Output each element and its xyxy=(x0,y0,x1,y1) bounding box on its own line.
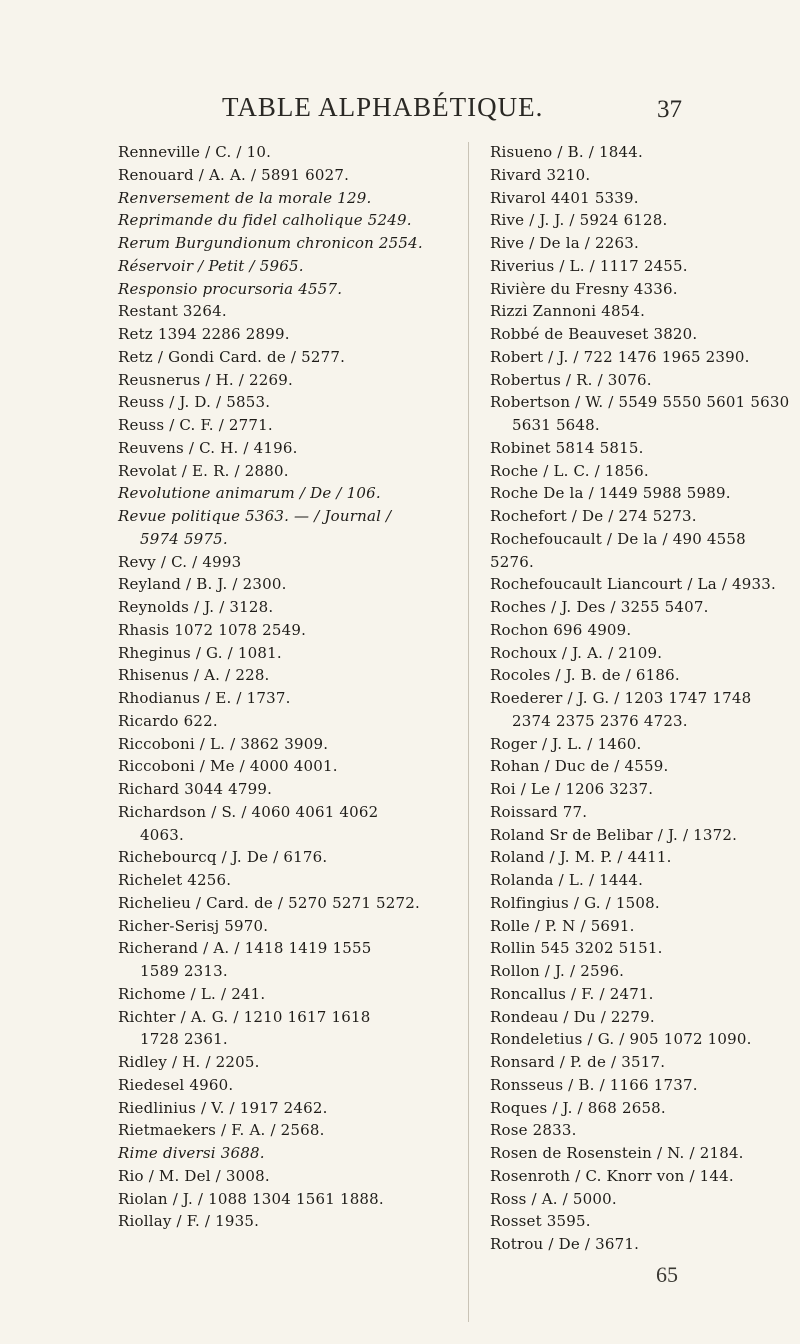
entry-text: Roques / J. / 868 2658. xyxy=(490,1098,666,1117)
entry-text: Richelet 4256. xyxy=(118,871,232,889)
index-entry xyxy=(118,164,456,187)
index-column-right xyxy=(490,141,790,1256)
entry-text: Rolanda / L. / 1444. xyxy=(490,871,644,889)
index-entry xyxy=(490,369,790,392)
index-entry xyxy=(118,1119,456,1142)
entry-text: Reyland / B. J. / 2300. xyxy=(118,575,287,594)
entry-text: Rivière du Fresny 4336. xyxy=(490,279,678,298)
index-entry xyxy=(490,983,790,1006)
entry-text: Ross / A. / 5000. xyxy=(490,1189,617,1208)
entry-text: Rietmaekers / F. A. / 2568. xyxy=(118,1121,325,1140)
index-entry xyxy=(118,1006,456,1052)
index-entry xyxy=(118,573,456,596)
index-entry xyxy=(490,869,790,892)
column-divider xyxy=(468,142,469,1322)
entry-text: Rivard 3210. xyxy=(490,165,591,184)
entry-text: Rizzi Zannoni 4854. xyxy=(490,302,646,321)
entry-text: Richebourcq / J. De / 6176. xyxy=(118,848,328,867)
entry-text: Roland Sr de Belibar / J. / 1372. xyxy=(490,825,738,844)
entry-continuation: 4063. xyxy=(140,825,184,844)
index-entry xyxy=(118,551,456,574)
index-entry xyxy=(490,232,790,255)
entry-text: Roland / J. M. P. / 4411. xyxy=(490,848,672,867)
index-entry xyxy=(118,1142,456,1165)
entry-text: Riccoboni / L. / 3862 3909. xyxy=(118,734,329,753)
index-entry xyxy=(118,391,456,414)
entry-text: Robinet 5814 5815. xyxy=(490,438,644,457)
page-header xyxy=(0,92,800,132)
entry-text: Rondeletius / G. / 905 1072 1090. xyxy=(490,1030,752,1049)
index-entry xyxy=(118,1188,456,1211)
entry-text: Richome / L. / 241. xyxy=(118,984,266,1003)
entry-text: Renneville / C. / 10. xyxy=(118,143,272,161)
index-entry xyxy=(118,278,456,301)
index-entry xyxy=(118,255,456,278)
entry-text: Roche De la / 1449 5988 5989. xyxy=(490,484,731,503)
entry-text: Roncallus / F. / 2471. xyxy=(490,984,654,1003)
entry-text: Rheginus / G. / 1081. xyxy=(118,643,282,662)
index-entry xyxy=(118,915,456,938)
entry-text: Robbé de Beauveset 3820. xyxy=(490,325,698,343)
index-entry xyxy=(490,209,790,232)
index-entry xyxy=(118,414,456,437)
index-entry xyxy=(118,141,456,164)
entry-text: Revy / C. / 4993 xyxy=(118,552,242,571)
entry-text: Rohan / Duc de / 4559. xyxy=(490,757,669,776)
index-entry xyxy=(490,846,790,869)
entry-text: Rose 2833. xyxy=(490,1121,577,1140)
index-entry xyxy=(490,733,790,756)
entry-continuation: 1728 2361. xyxy=(140,1030,228,1049)
index-entry xyxy=(118,619,456,642)
entry-text: Rhodianus / E. / 1737. xyxy=(118,689,291,707)
index-entry xyxy=(490,824,790,847)
entry-text: Rollon / J. / 2596. xyxy=(490,962,625,980)
index-entry xyxy=(490,801,790,824)
entry-text: Roi / Le / 1206 3237. xyxy=(490,780,654,798)
index-entry xyxy=(118,733,456,756)
entry-text: Robertson / W. / 5549 5550 5601 5630 xyxy=(490,393,790,412)
index-column-left xyxy=(118,141,456,1233)
index-entry xyxy=(118,346,456,369)
index-entry xyxy=(490,528,790,574)
entry-text: Riverius / L. / 1117 2455. xyxy=(490,256,688,275)
index-entry xyxy=(118,232,456,255)
index-entry xyxy=(118,1097,456,1120)
index-entry xyxy=(118,1074,456,1097)
entry-text: Rochefoucault / De la / 490 4558 5276. xyxy=(490,529,746,571)
entry-continuation: 5631 5648. xyxy=(512,416,600,434)
index-entry xyxy=(118,1210,456,1233)
index-entry xyxy=(490,278,790,301)
entry-text: Roederer / J. G. / 1203 1747 1748 xyxy=(490,689,752,707)
entry-text: Ridley / H. / 2205. xyxy=(118,1053,260,1071)
entry-text: Rocoles / J. B. de / 6186. xyxy=(490,666,680,685)
index-entry xyxy=(490,619,790,642)
entry-text: Revolutione animarum / De / 106. xyxy=(118,484,381,503)
entry-text: Retz / Gondi Card. de / 5277. xyxy=(118,347,346,366)
entry-text: Rochefort / De / 274 5273. xyxy=(490,507,697,525)
index-entry xyxy=(490,1051,790,1074)
entry-text: Rime diversi 3688. xyxy=(118,1144,265,1162)
entry-text: Richerand / A. / 1418 1419 1555 xyxy=(118,939,372,958)
entry-text: Reuss / C. F. / 2771. xyxy=(118,416,273,434)
entry-text: Rochoux / J. A. / 2109. xyxy=(490,643,663,662)
entry-text: Roger / J. L. / 1460. xyxy=(490,734,642,753)
index-entry xyxy=(490,1097,790,1120)
entry-continuation: 2374 2375 2376 4723. xyxy=(512,711,688,730)
index-entry xyxy=(490,391,790,437)
entry-text: Rhasis 1072 1078 2549. xyxy=(118,620,307,639)
index-entry xyxy=(118,482,456,505)
entry-text: Richer-Serisj 5970. xyxy=(118,916,269,935)
entry-text: Rerum Burgundionum chronicon 2554. xyxy=(118,234,423,252)
entry-text: Rosset 3595. xyxy=(490,1212,591,1231)
entry-text: Renouard / A. A. / 5891 6027. xyxy=(118,165,350,184)
index-entry xyxy=(490,141,790,164)
entry-text: Robert / J. / 722 1476 1965 2390. xyxy=(490,347,750,366)
entry-text: Roche / L. C. / 1856. xyxy=(490,461,649,480)
entry-text: Richard 3044 4799. xyxy=(118,780,273,798)
index-entry xyxy=(490,1119,790,1142)
index-entry xyxy=(118,642,456,665)
entry-text: Roches / J. Des / 3255 5407. xyxy=(490,598,709,616)
entry-text: Revolat / E. R. / 2880. xyxy=(118,461,289,480)
entry-text: Reynolds / J. / 3128. xyxy=(118,598,274,616)
entry-text: Riedlinius / V. / 1917 2462. xyxy=(118,1098,328,1117)
index-entry xyxy=(118,869,456,892)
index-entry xyxy=(118,323,456,346)
index-entry xyxy=(490,437,790,460)
index-entry xyxy=(118,710,456,733)
entry-text: Rive / De la / 2263. xyxy=(490,234,639,252)
entry-text: Rio / M. Del / 3008. xyxy=(118,1166,270,1185)
entry-text: Rolle / P. N / 5691. xyxy=(490,916,635,935)
entry-continuation: 1589 2313. xyxy=(140,962,228,980)
entry-text: Ronsseus / B. / 1166 1737. xyxy=(490,1075,698,1094)
entry-text: Reusnerus / H. / 2269. xyxy=(118,370,293,389)
index-entry xyxy=(118,937,456,983)
index-entry xyxy=(490,1188,790,1211)
index-entry xyxy=(118,778,456,801)
index-entry xyxy=(490,323,790,346)
index-entry xyxy=(118,300,456,323)
entry-text: Rosenroth / C. Knorr von / 144. xyxy=(490,1166,734,1185)
index-entry xyxy=(490,255,790,278)
index-entry xyxy=(118,1165,456,1188)
index-entry xyxy=(490,1233,790,1256)
entry-text: Rive / J. J. / 5924 6128. xyxy=(490,211,668,230)
index-entry xyxy=(118,437,456,460)
entry-text: Retz 1394 2286 2899. xyxy=(118,325,290,343)
index-entry xyxy=(118,460,456,483)
entry-text: Rhisenus / A. / 228. xyxy=(118,666,270,685)
entry-text: Riccoboni / Me / 4000 4001. xyxy=(118,757,338,776)
entry-text: Reuss / J. D. / 5853. xyxy=(118,393,271,412)
index-entry xyxy=(490,1028,790,1051)
entry-text: Rosen de Rosenstein / N. / 2184. xyxy=(490,1144,744,1162)
index-entry xyxy=(490,300,790,323)
index-entry xyxy=(490,1165,790,1188)
index-entry xyxy=(490,187,790,210)
entry-text: Réservoir / Petit / 5965. xyxy=(118,256,304,275)
entry-text: Ronsard / P. de / 3517. xyxy=(490,1053,666,1071)
index-entry xyxy=(118,369,456,392)
index-entry xyxy=(118,687,456,710)
entry-text: Richardson / S. / 4060 4061 4062 xyxy=(118,802,379,821)
index-entry xyxy=(490,596,790,619)
entry-text: Rolfingius / G. / 1508. xyxy=(490,893,660,912)
index-entry xyxy=(490,778,790,801)
index-entry xyxy=(490,892,790,915)
index-entry xyxy=(490,1210,790,1233)
entry-text: Riedesel 4960. xyxy=(118,1075,234,1094)
entry-text: Renversement de la morale 129. xyxy=(118,188,372,207)
entry-text: Responsio procursoria 4557. xyxy=(118,279,343,298)
index-entry xyxy=(118,664,456,687)
entry-text: Robertus / R. / 3076. xyxy=(490,370,652,389)
index-entry xyxy=(490,164,790,187)
index-entry xyxy=(490,573,790,596)
entry-text: Ricardo 622. xyxy=(118,711,218,730)
entry-text: Rondeau / Du / 2279. xyxy=(490,1007,655,1026)
index-entry xyxy=(490,642,790,665)
entry-text: Risueno / B. / 1844. xyxy=(490,143,643,161)
entry-text: Rollin 545 3202 5151. xyxy=(490,939,663,958)
index-entry xyxy=(118,187,456,210)
index-entry xyxy=(490,937,790,960)
entry-text: Reprimande du fidel calholique 5249. xyxy=(118,211,412,230)
index-entry xyxy=(490,687,790,733)
entry-continuation: 5974 5975. xyxy=(140,529,228,548)
index-entry xyxy=(490,1142,790,1165)
index-entry xyxy=(490,346,790,369)
index-entry xyxy=(490,1074,790,1097)
entry-text: Richelieu / Card. de / 5270 5271 5272. xyxy=(118,893,420,912)
entry-text: Roissard 77. xyxy=(490,802,588,821)
index-entry xyxy=(118,846,456,869)
index-entry xyxy=(118,505,456,551)
index-entry xyxy=(490,505,790,528)
index-entry xyxy=(118,1051,456,1074)
index-entry xyxy=(490,482,790,505)
folio-number: 37 xyxy=(657,96,682,123)
index-entry xyxy=(490,460,790,483)
index-entry xyxy=(490,960,790,983)
entry-text: Richter / A. G. / 1210 1617 1618 xyxy=(118,1007,371,1026)
page-title: TABLE ALPHABÉTIQUE. xyxy=(222,92,544,122)
index-entry xyxy=(490,664,790,687)
entry-text: Rivarol 4401 5339. xyxy=(490,188,639,207)
entry-text: Reuvens / C. H. / 4196. xyxy=(118,438,298,457)
entry-text: Rochon 696 4909. xyxy=(490,620,632,639)
entry-text: Riolan / J. / 1088 1304 1561 1888. xyxy=(118,1189,384,1208)
index-entry xyxy=(118,209,456,232)
entry-text: Revue politique 5363. — / Journal / xyxy=(118,507,392,525)
index-entry xyxy=(118,596,456,619)
index-entry xyxy=(118,801,456,847)
index-entry xyxy=(118,983,456,1006)
entry-text: Riollay / F. / 1935. xyxy=(118,1212,260,1231)
entry-text: Rochefoucault Liancourt / La / 4933. xyxy=(490,575,776,594)
entry-text: Restant 3264. xyxy=(118,302,227,321)
page-number: 65 xyxy=(656,1262,678,1287)
index-entry xyxy=(118,892,456,915)
index-entry xyxy=(490,915,790,938)
entry-text: Rotrou / De / 3671. xyxy=(490,1235,640,1253)
index-entry xyxy=(118,755,456,778)
index-entry xyxy=(490,1006,790,1029)
index-entry xyxy=(490,755,790,778)
